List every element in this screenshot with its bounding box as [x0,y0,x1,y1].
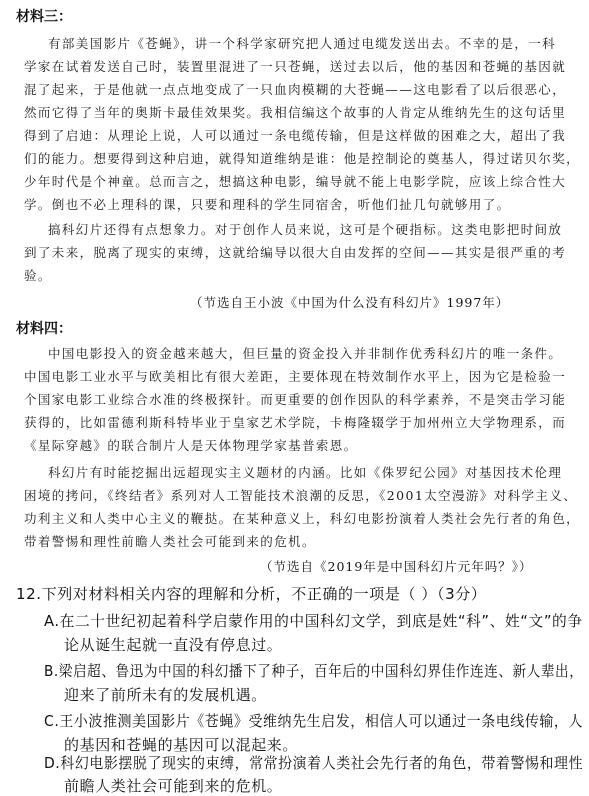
material3-line: 少年时代是个神童。总而言之，想搞这种电影，编导就不能上电影学院，应该上综合性大 [24,174,567,189]
material3-line: 然而它得了当年的奥斯卡最佳效果奖。我相信编这个故事的人肯定从维纳先生的这句话里 [24,105,567,120]
material4-line: 获得的，比如雷德利斯科特毕业于皇家艺术学院，卡梅隆辍学于加州州立大学物理系，而 [24,415,567,430]
material3-line: 们的能力。想要得到这种启迪，就得知道维纳是谁：他是控制论的奠基人，得过诺贝尔奖， [24,151,581,166]
option-d-cont: 前瞻人类社会可能到来的危机。 [64,777,283,795]
material4-title: 材料四： [16,321,72,337]
material4-line: 中国电影投入的资金越来越大，但巨量的资金投入并非制作优秀科幻片的唯一条件。 [48,346,563,361]
material3-line: 学家在试着发送自己时，装置里混进了一只苍蝇，送过去以后，他的基因和苍蝇的基因就 [24,59,567,74]
question-stem: 12.下列对材料相关内容的理解和分析，不正确的一项是（ ）（3分） [16,585,487,603]
option-a: A.在二十世纪初起着科学启蒙作用的中国科幻文学，到底是姓“科”、姓“文”的争 [44,612,583,630]
material3-source: （节选自王小波《中国为什么没有科幻片》1997年） [190,295,510,310]
material3-line: 得到了启迪：从理论上说，人可以通过一条电缆传输，但是这样做的困难之大，超出了我 [24,128,567,143]
option-a-cont: 论从诞生起就一直没有停息过。 [64,636,283,654]
material3-line: 搞科幻片还得有点想象力。对于创作人员来说，这可是个硬指标。这类电影把时间放 [48,222,563,237]
option-d: D.科幻电影摆脱了现实的束缚，常常扮演着人类社会先行者的角色，带着警惕和理性 [44,754,584,772]
material4-line: 个国家电影工业综合水准的终极探针。而更重要的创作因队的科学素养，不是突击学习能 [24,392,567,407]
option-c-cont: 的基因和苍蝇的基因可以混起来。 [64,736,299,754]
material4-line: 科幻片有时能挖掘出远超现实主义题材的内涵。比如《侏罗纪公园》对基因技术伦理 [48,465,563,480]
material4-line: 中国电影工业水平与欧美相比有很大差距，主要体现在特效制作水平上，因为它是检验一 [24,369,567,384]
material3-line: 混了起来，于是他就一点点地变成了一只血肉模糊的大苍蝇——这电影看了以后很恶心， [24,82,567,97]
material4-source: （节选自《2019年是中国科幻片元年吗？》） [260,559,533,574]
material3-line: 到了未来，脱离了现实的束缚，这就给编导以很大自由发挥的空间——其实是很严重的考 [24,245,567,260]
option-b: B.梁启超、鲁迅为中国的科幻播下了种子，百年后的中国科幻界佳作连连、新人辈出， [44,662,584,680]
material3-line: 验。 [24,268,52,283]
material3-title: 材料三： [16,9,72,25]
material4-line: 功利主义和人类中心主义的鞭挞。在某种意义上，科幻电影扮演着人类社会先行者的角色， [24,511,581,526]
material4-line: 困境的拷问，《终结者》系列对人工智能技术浪潮的反思，《2001太空漫游》对科学主义、 [24,488,578,503]
material4-line: 《星际穿越》的联合制片人是天体物理学家基普索恩。 [24,438,358,453]
option-c: C.王小波推测美国影片《苍蝇》受维纳先生启发，相信人可以通过一条电线传输，人 [44,712,584,730]
option-b-cont: 迎来了前所未有的发展机遇。 [64,686,267,704]
material3-line: 有部美国影片《苍蝇》，讲一个科学家研究把人通过电缆发送出去。不幸的是，一科 [48,36,557,51]
material3-line: 学。倒也不必上理科的课，只要和理科的学生同宿舍，听他们扯几句就够用了。 [24,197,511,212]
material4-line: 带着警惕和理性前瞻人类社会可能到来的危机。 [24,534,316,549]
